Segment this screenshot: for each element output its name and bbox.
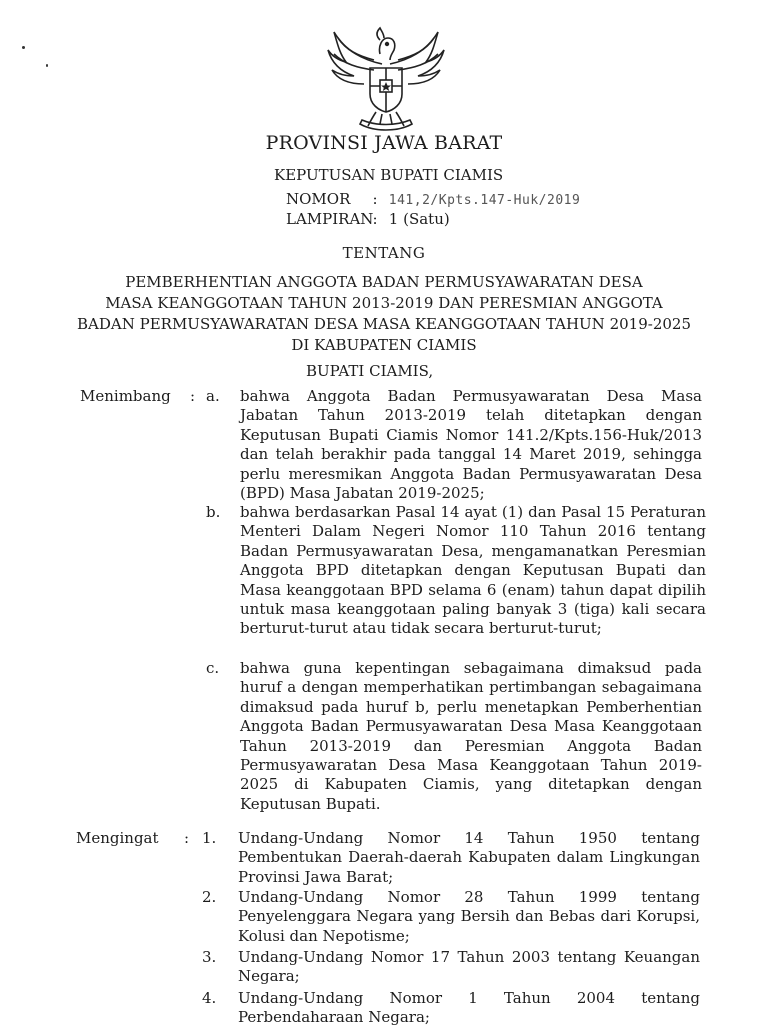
item-marker: 2.	[202, 888, 217, 906]
menimbang-item-c: bahwa guna kepentingan sebagaimana dimaksud pada huruf a dengan memperhatikan pertimbangan sebagaimana dimaksud pada huruf b, perlu menetapkan Pemberhentian Anggota Badan Permusyawaratan Desa Masa Keanggotaan Tahun 2013-2019 dan Peresmian Anggota Badan Permusyawaratan Desa Masa Keanggotaan Tahun 2019-2025 di Kabupaten Ciamis, yang ditetapkan dengan Keputusan Bupati.	[240, 659, 702, 813]
decree-title: KEPUTUSAN BUPATI CIAMIS	[274, 166, 504, 184]
lampiran-label: LAMPIRAN	[286, 210, 374, 228]
menimbang-colon: :	[190, 387, 196, 405]
mengingat-label: Mengingat	[76, 829, 159, 847]
item-marker: c.	[206, 659, 220, 677]
nomor-value: 141,2/Kpts.147-Huk/2019	[388, 193, 581, 208]
menimbang-item-b: bahwa berdasarkan Pasal 14 ayat (1) dan Pasal 15 Peraturan Menteri Dalam Negeri Nomor 110 Tahun 2016 tentang Badan Permusyawaratan Desa, mengamanatkan Peresmian Anggota BPD ditetapkan dengan Keputusan Bupati dan Masa keanggotaan BPD selama 6 (enam) tahun dapat dipilih untuk masa keanggotaan paling banyak 3 (tiga) kali secara berturut-turut atau tidak secara berturut-turut;	[240, 503, 706, 638]
tentang-heading: TENTANG	[342, 244, 426, 262]
item-marker: 3.	[202, 948, 217, 966]
title-line: DI KABUPATEN CIAMIS	[291, 336, 477, 354]
mengingat-item-1: Undang-Undang Nomor 14 Tahun 1950 tentang Pembentukan Daerah-daerah Kabupaten dalam Lingkungan Provinsi Jawa Barat;	[238, 829, 700, 886]
nomor-row	[286, 190, 580, 208]
bupati-heading: BUPATI CIAMIS,	[306, 362, 434, 380]
garuda-emblem-icon	[324, 24, 448, 134]
scan-speck	[22, 46, 25, 49]
menimbang-label: Menimbang	[80, 387, 171, 405]
title-line: BADAN PERMUSYAWARATAN DESA MASA KEANGGOTAAN TAHUN 2019-2025	[77, 315, 691, 333]
menimbang-item-a: bahwa Anggota Badan Permusyawaratan Desa Masa Jabatan Tahun 2013-2019 telah ditetapkan dengan Keputusan Bupati Ciamis Nomor 141.2/Kpts.156-Huk/2013 dan telah berakhir pada tanggal 14 Maret 2019, sehingga perlu meresmikan Anggota Badan Permusyawaratan Desa (BPD) Masa Jabatan 2019-2025;	[240, 387, 702, 503]
item-marker: 1.	[202, 829, 217, 847]
title-line: MASA KEANGGOTAAN TAHUN 2013-2019 DAN PERESMIAN ANGGOTA	[105, 294, 663, 312]
mengingat-item-4: Undang-Undang Nomor 1 Tahun 2004 tentang Perbendaharaan Negara;	[238, 989, 700, 1027]
mengingat-colon: :	[184, 829, 190, 847]
item-marker: 4.	[202, 989, 217, 1007]
item-marker: a.	[206, 387, 220, 405]
scan-speck	[46, 64, 48, 67]
lampiran-colon: :	[372, 210, 378, 228]
mengingat-item-2: Undang-Undang Nomor 28 Tahun 1999 tentang Penyelenggara Negara yang Bersih dan Bebas dari Korupsi, Kolusi dan Nepotisme;	[238, 888, 700, 945]
nomor-label: NOMOR	[286, 190, 351, 208]
lampiran-row	[286, 210, 450, 228]
nomor-colon: :	[372, 190, 378, 208]
lampiran-value: 1 (Satu)	[388, 210, 450, 228]
title-line: PEMBERHENTIAN ANGGOTA BADAN PERMUSYAWARATAN DESA	[125, 273, 643, 291]
item-marker: b.	[206, 503, 221, 521]
mengingat-item-3: Undang-Undang Nomor 17 Tahun 2003 tentang Keuangan Negara;	[238, 948, 700, 986]
province-title: PROVINSI JAWA BARAT	[265, 132, 503, 154]
